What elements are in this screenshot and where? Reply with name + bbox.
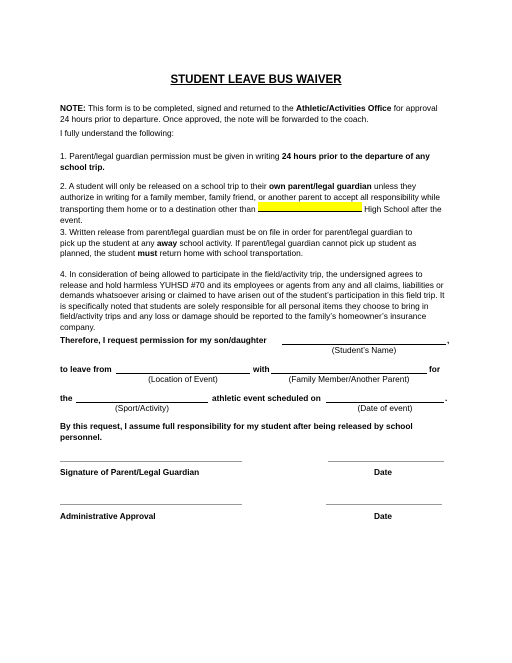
note-text-2: for approval (391, 103, 438, 113)
item-3-l3b: must (137, 248, 158, 259)
item-3-l3c: return home with school transportation. (157, 248, 304, 259)
item-2-l3a: transporting them home or to a destination other than (60, 204, 258, 215)
location-caption: (Location of Event) (148, 374, 218, 384)
item-4-l4: is specifically noted that students are solely responsible for all personal items they choose to bring in (60, 300, 429, 311)
family-member-caption: (Family Member/Another Parent) (288, 374, 410, 384)
item-4-l2: release and hold harmless YUHSD #70 and its employees or agents from any and all claims, liabilities or (60, 279, 444, 290)
item-2-l2: authorize in writing for a family member, family friend, or another parent to accept all responsibility while (60, 191, 440, 202)
note-paragraph (60, 103, 460, 124)
sport-activity-caption: (Sport/Activity) (115, 403, 169, 413)
note-label: NOTE: (60, 103, 86, 113)
understand-text: I fully understand the following: (60, 128, 174, 138)
item-4-l5: field/activity trips and any loss or damage should be reported to the family’s homeowner’s insurance (60, 311, 427, 322)
student-name-field[interactable] (282, 335, 446, 345)
admin-date-line[interactable] (326, 504, 442, 505)
responsibility-l1: By this request, I assume full responsibility for my student after being released by school (60, 421, 413, 431)
event-date-field[interactable] (326, 393, 444, 403)
student-name-caption: (Student’s Name) (331, 345, 397, 355)
for-label: for (429, 364, 441, 374)
item-1-text: 1. Parent/legal guardian permission must be given in writing (60, 151, 282, 161)
item-3-l1: 3. Written release from parent/legal guardian must be on file in order for parent/legal guardian to (60, 227, 413, 237)
parent-signature-label: Signature of Parent/Legal Guardian (60, 467, 200, 477)
event-period: . (445, 393, 448, 403)
item-2 (60, 181, 460, 225)
item-1-bold-1: 24 hours prior to the departure of any (281, 151, 430, 161)
request-comma: , (447, 335, 450, 345)
item-2-l4: event. (60, 214, 83, 225)
parent-date-line[interactable] (328, 461, 444, 462)
family-member-field[interactable] (271, 364, 427, 374)
request-text: Therefore, I request permission for my son/daughter (60, 335, 267, 345)
item-4-l1: 4. In consideration of being allowed to participate in the field/activity trip, the undersigned agrees to (60, 269, 423, 279)
sport-activity-field[interactable] (76, 393, 208, 403)
school-name-field[interactable] (258, 202, 362, 212)
responsibility-l2: personnel. (60, 431, 102, 442)
item-4-l6: company. (60, 321, 96, 332)
item-3 (60, 227, 460, 259)
item-2-l1a: 2. A student will only be released on a school trip to their (60, 181, 269, 191)
location-field[interactable] (116, 364, 250, 374)
item-2-l3b: High School after the (361, 204, 442, 215)
admin-approval-line[interactable] (60, 504, 242, 505)
item-1-bold-2: school trip. (60, 161, 105, 172)
note-text-1: This form is to be completed, signed and returned to the (85, 103, 296, 113)
event-date-caption: (Date of event) (357, 403, 413, 413)
page-title: STUDENT LEAVE BUS WAIVER (170, 74, 342, 86)
item-3-l2c: school activity. If parent/legal guardian cannot pick up student as (177, 237, 417, 248)
item-4 (60, 269, 460, 333)
responsibility-text (60, 421, 460, 442)
item-2-l1c: unless they (371, 181, 417, 191)
item-2-l1b: own parent/legal guardian (268, 181, 372, 191)
item-3-l3a: planned, the student (60, 248, 138, 259)
note-office: Athletic/Activities Office (295, 103, 392, 113)
leave-from-label: to leave from (60, 364, 112, 374)
admin-date-label: Date (374, 511, 392, 521)
item-3-l2b: away (156, 237, 178, 248)
the-label: the (60, 393, 73, 403)
item-1 (60, 151, 460, 172)
scheduled-label: athletic event scheduled on (212, 393, 321, 403)
parent-date-label: Date (374, 467, 392, 477)
admin-approval-label: Administrative Approval (60, 511, 156, 521)
note-line-2: 24 hours prior to departure. Once approved, the note will be forwarded to the coach. (60, 113, 369, 124)
with-label: with (253, 364, 270, 374)
parent-signature-line[interactable] (60, 461, 242, 462)
item-4-l3: demands whatsoever arising or claimed to have arisen out of the student’s participation in this field trip. It (60, 290, 445, 301)
item-3-l2a: pick up the student at any (60, 237, 157, 248)
